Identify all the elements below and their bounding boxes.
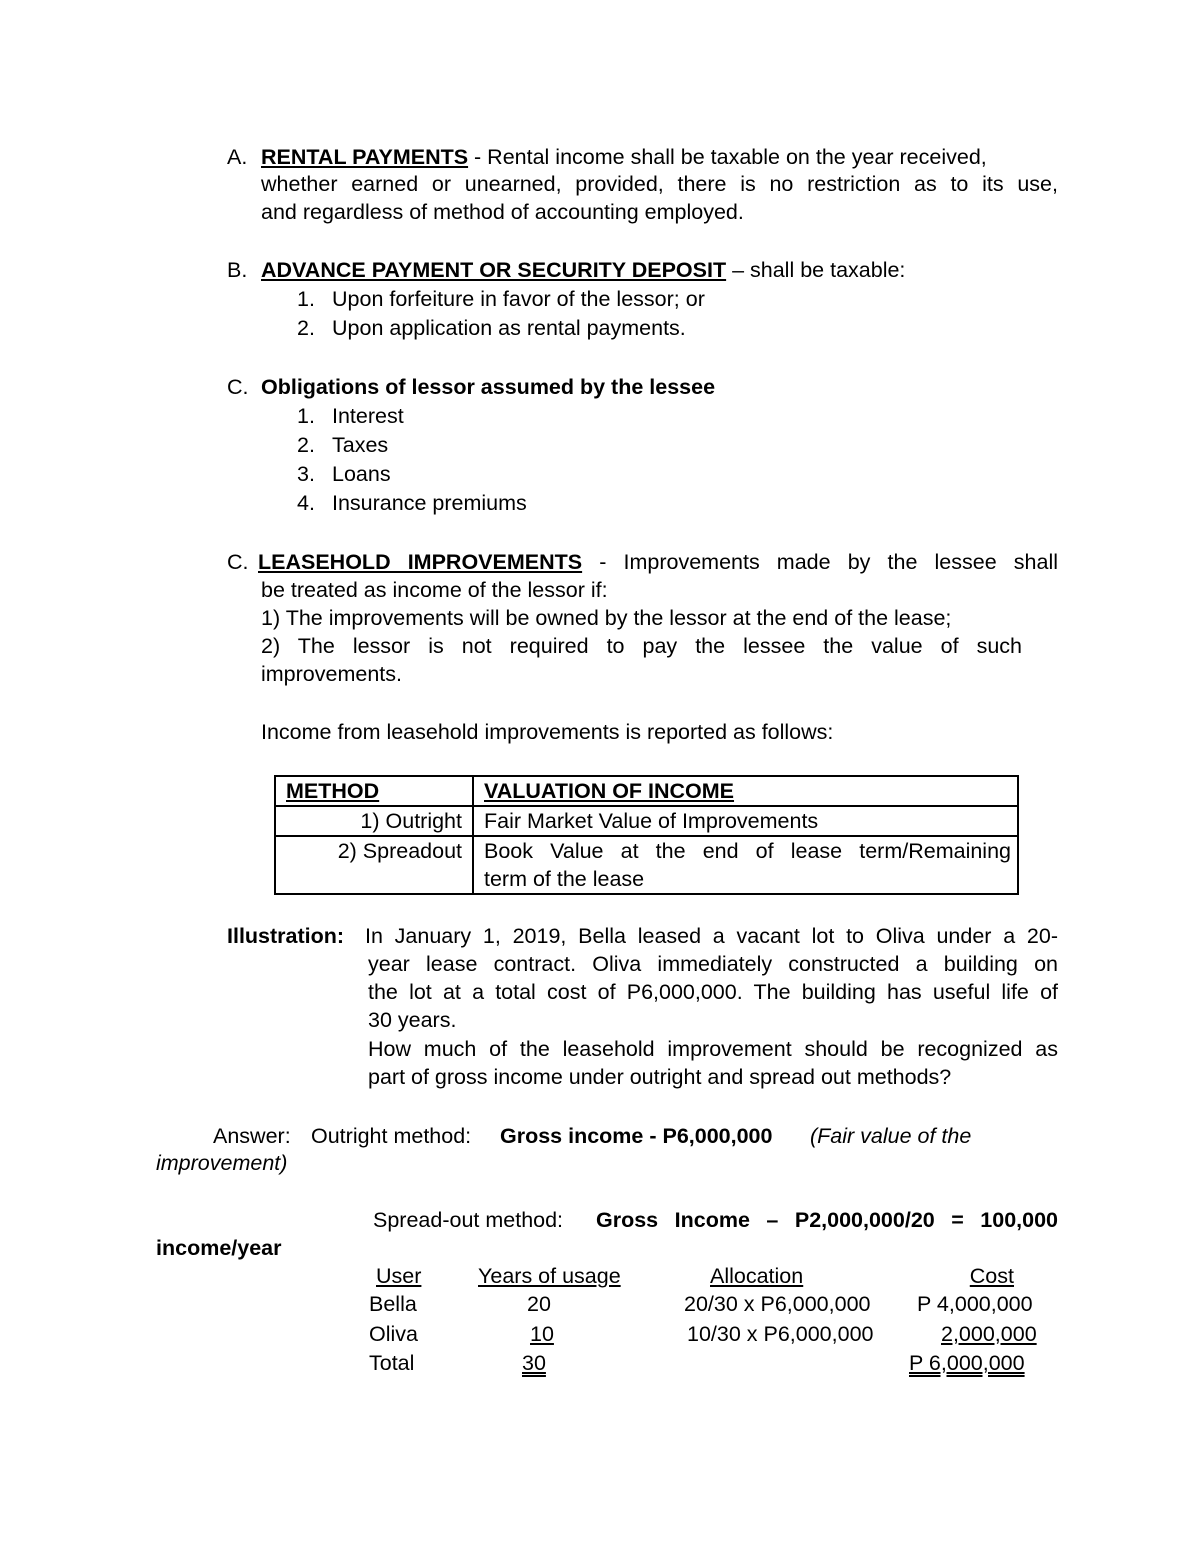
section-c-letter: C. (227, 375, 249, 399)
section-d-line2: be treated as income of the lessor if: (261, 578, 608, 602)
section-c-item-text: Insurance premiums (332, 491, 527, 515)
illustration-label: Illustration: (227, 924, 345, 948)
section-c-title: Obligations of lessor assumed by the lessee (261, 375, 716, 399)
alloc-years: 10 (530, 1322, 554, 1346)
illustration-line3: the lot at a total cost of P6,000,000. The building has useful life of (368, 980, 1058, 1004)
section-b-letter: B. (227, 258, 248, 282)
section-d-title: LEASEHOLD IMPROVEMENTS (258, 550, 583, 574)
outright-note: (Fair value of the (810, 1124, 972, 1148)
alloc-cost: 2,000,000 (941, 1322, 1037, 1346)
valuation-cell (473, 836, 1018, 894)
section-b-item-text: Upon application as rental payments. (332, 316, 686, 340)
table-row (275, 806, 1018, 836)
section-c-item-text: Taxes (332, 433, 389, 457)
section-d-line5: improvements. (261, 662, 402, 686)
method-table (274, 775, 1019, 895)
section-a-line1 (261, 145, 1058, 170)
section-c-item-text: Interest (332, 404, 404, 428)
section-d-line4: 2) The lessor is not required to pay the lessee the value of such (261, 634, 1022, 658)
illustration-line1: In January 1, 2019, Bella leased a vacant lot to Oliva under a 20- (365, 924, 1058, 948)
alloc-header-allocation: Allocation (710, 1264, 804, 1288)
alloc-cost: P 4,000,000 (917, 1292, 1033, 1316)
alloc-header-user: User (376, 1264, 422, 1288)
section-d-letter: C. (227, 550, 249, 574)
illustration-line2: year lease contract. Oliva immediately constructed a building on (368, 952, 1058, 976)
alloc-user: Oliva (369, 1322, 418, 1346)
method-table-header (275, 776, 1018, 806)
section-d-line3: 1) The improvements will be owned by the lessor at the end of the lease; (261, 606, 952, 630)
section-a-text: - Rental income shall be taxable on the year received, (468, 145, 987, 169)
section-b-item-text: Upon forfeiture in favor of the lessor; or (332, 287, 705, 311)
section-a-letter: A. (227, 145, 248, 169)
section-a-title: RENTAL PAYMENTS (261, 145, 469, 169)
method-cell: 1) Outright (275, 806, 473, 836)
section-b-heading (261, 258, 905, 283)
section-b-item-num: 2. (297, 316, 315, 340)
alloc-years: 20 (527, 1292, 551, 1316)
section-d-reported: Income from leasehold improvements is reported as follows: (261, 720, 834, 744)
valuation-line2: term of the lease (484, 867, 645, 891)
alloc-years-total: 30 (522, 1351, 546, 1375)
alloc-header-cost: Cost (969, 1264, 1014, 1288)
alloc-user: Bella (369, 1292, 417, 1316)
section-c-item-num: 1. (297, 404, 315, 428)
outright-note-cont: improvement) (156, 1151, 288, 1175)
valuation-header: VALUATION OF INCOME (473, 776, 1018, 806)
section-b-rest: – shall be taxable: (726, 258, 906, 282)
section-d-text: - Improvements made by the lessee shall (582, 550, 1058, 574)
answer-label: Answer: (213, 1124, 291, 1148)
section-c-item-num: 4. (297, 491, 315, 515)
alloc-allocation: 20/30 x P6,000,000 (684, 1292, 871, 1316)
alloc-cost-total: P 6,000,000 (909, 1351, 1025, 1375)
table-row (275, 836, 1018, 894)
section-d-line1 (258, 550, 1058, 575)
spread-value: Gross Income – P2,000,000/20 = 100,000 (596, 1208, 1058, 1232)
method-header: METHOD (275, 776, 473, 806)
section-a-line3: and regardless of method of accounting employed. (261, 200, 744, 224)
section-b-item-num: 1. (297, 287, 315, 311)
outright-label: Outright method: (311, 1124, 472, 1148)
section-a-line2: whether earned or unearned, provided, there is no restriction as to its use, (261, 172, 1058, 196)
section-c-item-num: 2. (297, 433, 315, 457)
section-c-item-text: Loans (332, 462, 391, 486)
alloc-header-years: Years of usage (478, 1264, 621, 1288)
section-c-item-num: 3. (297, 462, 315, 486)
valuation-line1: Book Value at the end of lease term/Remaining (484, 839, 1011, 863)
spread-value-cont: income/year (156, 1236, 282, 1260)
illustration-line5: How much of the leasehold improvement should be recognized as (368, 1037, 1058, 1061)
alloc-user: Total (369, 1351, 415, 1375)
outright-value: Gross income - P6,000,000 (500, 1124, 773, 1148)
method-cell: 2) Spreadout (275, 836, 473, 894)
section-b-title: ADVANCE PAYMENT OR SECURITY DEPOSIT (261, 258, 727, 282)
valuation-cell: Fair Market Value of Improvements (473, 806, 1018, 836)
spread-label: Spread-out method: (373, 1208, 564, 1232)
alloc-allocation: 10/30 x P6,000,000 (687, 1322, 874, 1346)
illustration-line4: 30 years. (368, 1008, 457, 1032)
illustration-line6: part of gross income under outright and spread out methods? (368, 1065, 952, 1089)
